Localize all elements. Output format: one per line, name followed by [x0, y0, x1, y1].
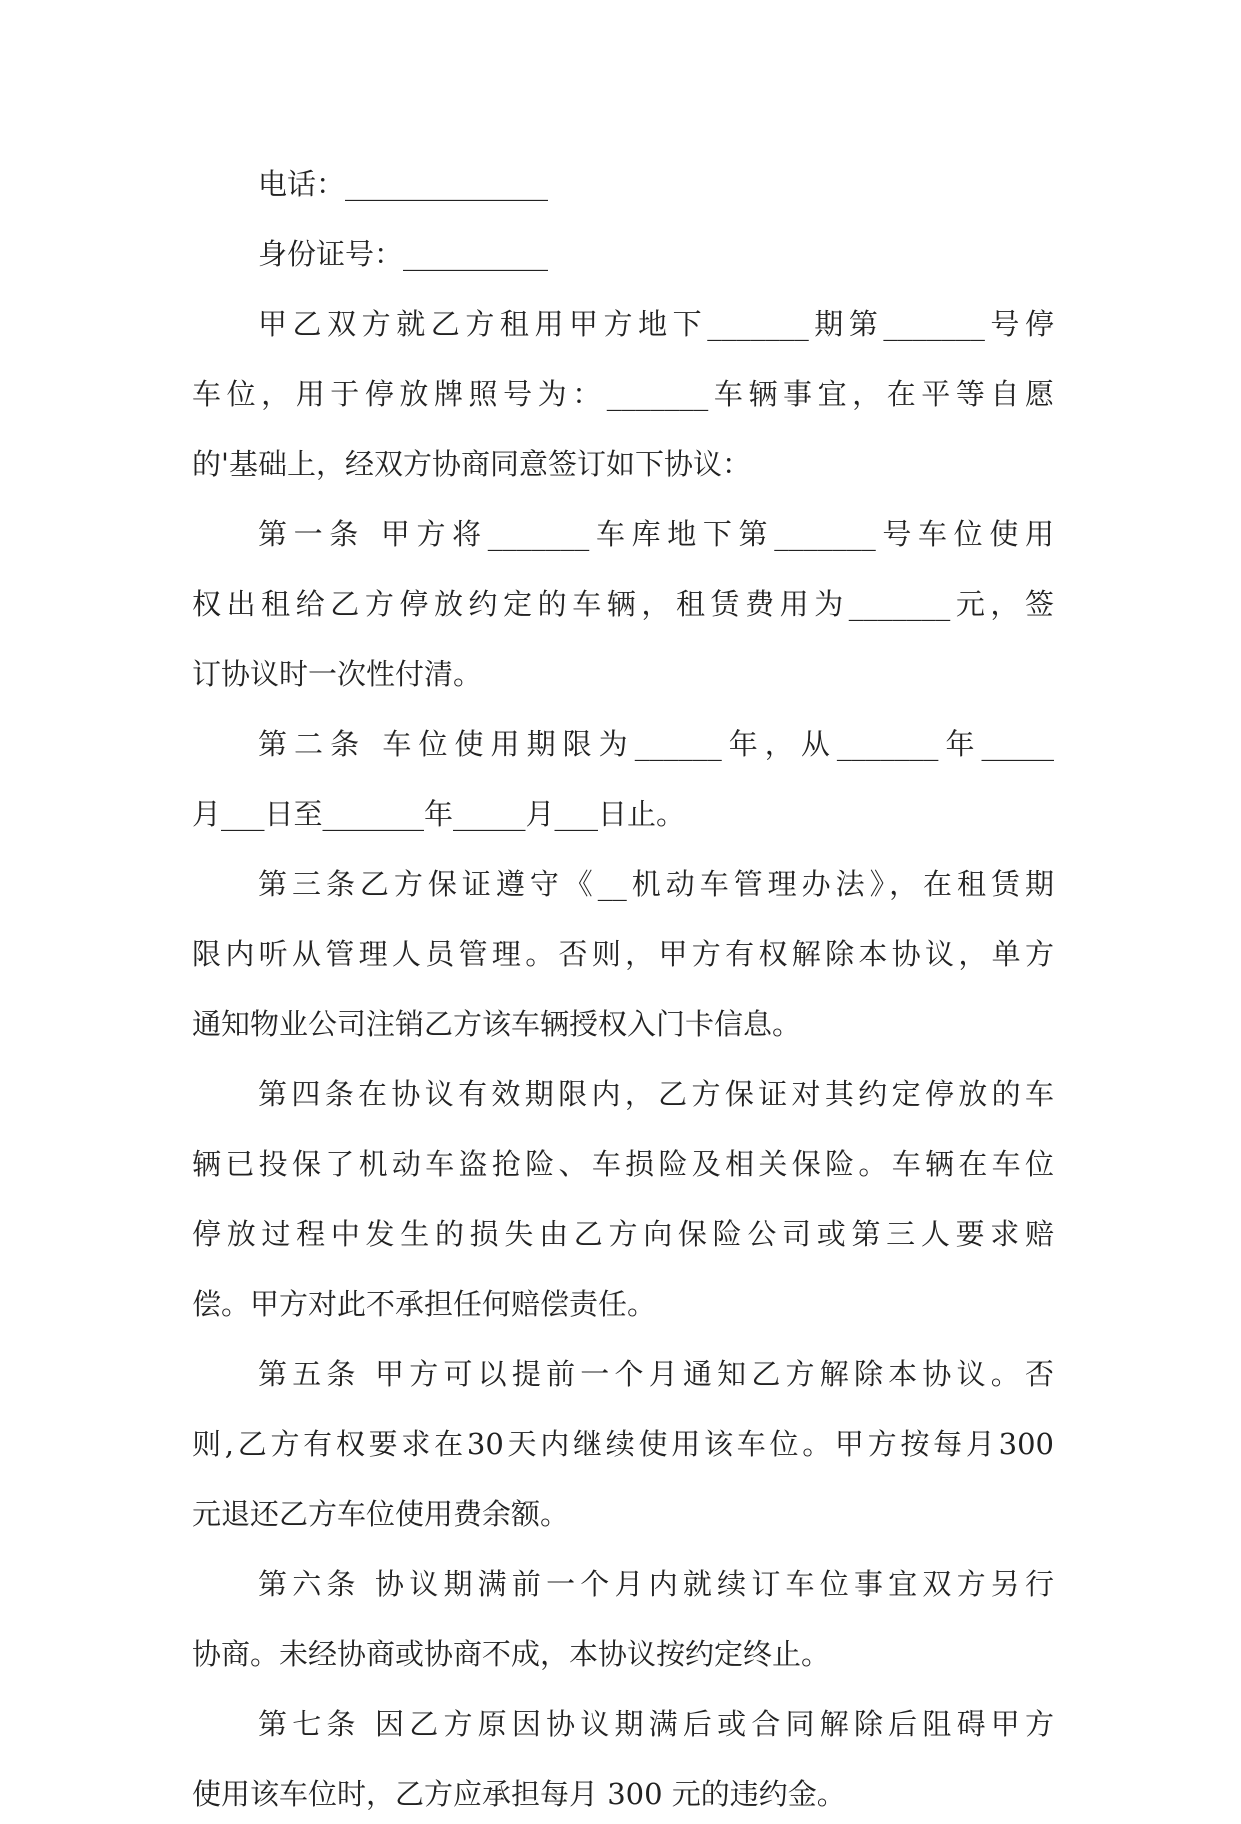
- article-7-line-2: 使用该车位时，乙方应承担每月 300 元的违约金。: [192, 1777, 846, 1811]
- article-4-line-3: 停放过程中发生的损失由乙方向保险公司或第三人要求赔: [192, 1217, 1054, 1251]
- preamble-line-2: 车位，用于停放牌照号为：_______车辆事宜，在平等自愿: [192, 377, 1054, 411]
- article-2-line-1: 第二条 车位使用期限为______年，从_______年_____: [258, 727, 1054, 761]
- article-6-line-2: 协商。未经协商或协商不成，本协议按约定终止。: [192, 1637, 831, 1671]
- article-5-line-1: 第五条 甲方可以提前一个月通知乙方解除本协议。否: [258, 1357, 1054, 1391]
- article-3-line-3: 通知物业公司注销乙方该车辆授权入门卡信息。: [192, 1007, 802, 1041]
- article-3-line-1: 第三条乙方保证遵守《__机动车管理办法》，在租赁期: [258, 867, 1054, 901]
- preamble-line-1: 甲乙双方就乙方租用甲方地下_______期第_______号停: [258, 307, 1054, 341]
- id-number-line: 身份证号：__________: [258, 237, 549, 271]
- article-4-line-2: 辆已投保了机动车盗抢险、车损险及相关保险。车辆在车位: [192, 1147, 1054, 1181]
- article-7-line-1: 第七条 因乙方原因协议期满后或合同解除后阻碍甲方: [258, 1707, 1054, 1741]
- article-4-line-1: 第四条在协议有效期限内，乙方保证对其约定停放的车: [258, 1077, 1054, 1111]
- article-6-line-1: 第六条 协议期满前一个月内就续订车位事宜双方另行: [258, 1567, 1054, 1601]
- article-5-line-2: 则,乙方有权要求在30天内继续使用该车位。甲方按每月300: [192, 1427, 1054, 1461]
- article-3-line-2: 限内听从管理人员管理。否则，甲方有权解除本协议，单方: [192, 937, 1054, 971]
- article-1-line-2: 权出租给乙方停放约定的车辆，租赁费用为_______元，签: [192, 587, 1054, 621]
- article-5-line-3: 元退还乙方车位使用费余额。: [192, 1497, 570, 1531]
- article-1-line-1: 第一条 甲方将_______车库地下第_______号车位使用: [258, 517, 1054, 551]
- phone-line: 电话：______________: [258, 167, 549, 201]
- preamble-line-3: 的'基础上，经双方协商同意签订如下协议：: [192, 447, 751, 481]
- article-4-line-4: 偿。甲方对此不承担任何赔偿责任。: [192, 1287, 657, 1321]
- article-1-line-3: 订协议时一次性付清。: [192, 657, 483, 691]
- article-2-line-2: 月___日至_______年_____月___日止。: [192, 797, 686, 831]
- agreement-body: [192, 155, 1054, 1824]
